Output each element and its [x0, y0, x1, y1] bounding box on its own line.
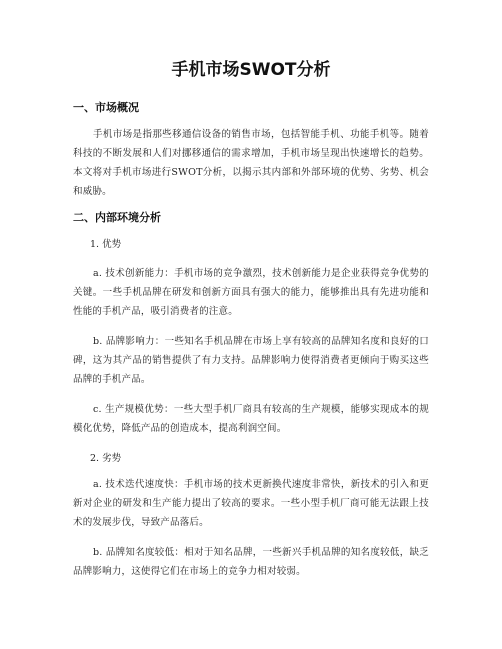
paragraph-strength-brand: b. 品牌影响力：一些知名手机品牌在市场上享有较高的品牌知名度和良好的口碑，这为其产品的销售提供了有力支持。品牌影响力使得消费者更倾向于购买这些品牌的手机产品。 — [73, 336, 429, 385]
paragraph-weakness-tech: a. 技术迭代速度快：手机市场的技术更新换代速度非常快，新技术的引入和更新对企业的研发和生产能力提出了较高的要求。一些小型手机厂商可能无法跟上技术的发展步伐，导致产品落后。 — [73, 479, 429, 528]
section-heading-internal-analysis: 二、内部环境分析 — [73, 211, 161, 224]
subheading-strengths: 1. 优势 — [90, 239, 122, 250]
paragraph-strength-tech: a. 技术创新能力：手机市场的竞争激烈，技术创新能力是企业获得竞争优势的关键。一些手机品牌在研发和创新方面具有强大的能力，能够推出具有先进功能和性能的手机产品，吸引消费者的注意。 — [73, 268, 429, 317]
paragraph-strength-scale: c. 生产规模优势：一些大型手机厂商具有较高的生产规模，能够实现成本的规模化优势，降低产品的创造成本，提高利润空间。 — [73, 404, 429, 434]
section-heading-market-overview: 一、市场概况 — [73, 101, 139, 114]
paragraph-market-overview: 手机市场是指那些移通信设备的销售市场，包括智能手机、功能手机等。随着科技的不断发展和人们对挪移通信的需求增加，手机市场呈现出快速增长的趋势。本文将对手机市场进行SWOT分析，以揭示其内部和外部环境的优势、劣势、机会和威胁。 — [73, 129, 429, 197]
subheading-weaknesses: 2. 劣势 — [90, 453, 122, 464]
paragraph-weakness-brand: b. 品牌知名度较低：相对于知名品牌，一些新兴手机品牌的知名度较低，缺乏品牌影响力，这使得它们在市场上的竞争力相对较弱。 — [73, 547, 429, 577]
document-title: 手机市场SWOT分析 — [171, 60, 331, 80]
